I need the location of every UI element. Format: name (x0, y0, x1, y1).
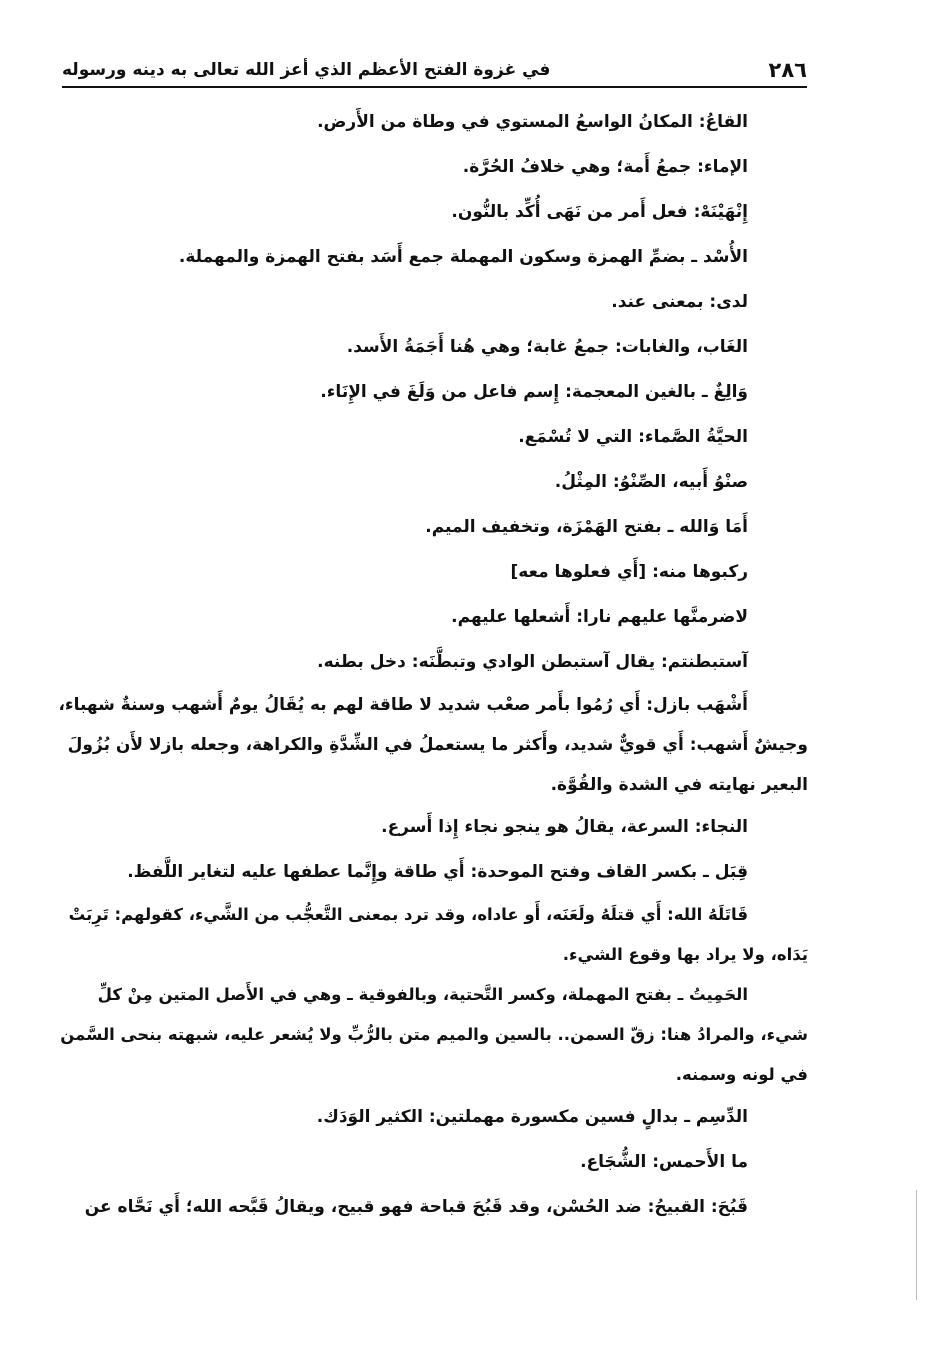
glossary-entry: ركبوها منه: [أَي فعلوها معه] (510, 562, 748, 582)
glossary-entry: الحيَّةُ الصَّماء: التي لا تُسْمَع. (518, 427, 748, 447)
glossary-entry: قَبُحَ: القبيحُ: ضد الحُسْن، وقد قَبُحَ قباحة فهو قبيح، ويقالُ قَبَّحه الله؛ أَي نَحَّاه عن (84, 1197, 748, 1217)
glossary-entry-multiline (56, 895, 808, 975)
glossary-entry: القاعُ: المكانُ الواسعُ المستوي في وطاة من الأَرض. (317, 112, 748, 132)
glossary-entry: النجاء: السرعة، يقالُ هو ينجو نجاء إِذا أَسرع. (381, 817, 748, 837)
entry-line: الحَمِيتُ ـ بفتح المهملة، وكسر التَّحتية، وبالفوقية ـ وهي في الأَصل المتين مِنْ كلِّ (97, 985, 748, 1004)
scan-edge-mark (916, 1190, 917, 1300)
glossary-entry: وَالِغٌ ـ بالغين المعجمة: إِسم فاعل من وَلَغَ في الإِنَاء. (320, 382, 748, 402)
entry-line: يَدَاه، ولا يراد بها وقوع الشيء. (562, 945, 808, 964)
glossary-entry-multiline (56, 975, 808, 1095)
page-number: ٢٨٦ (768, 58, 807, 82)
glossary-entry: الغَاب، والغابات: جمعُ غابة؛ وهي هُنا أَجَمَةُ الأَسد. (346, 337, 748, 357)
entry-line: شيء، والمرادُ هنا: زقّ السمن.. بالسين والميم متن بالرُّبِّ ولا يُشعر عليه، شبهته بنحى السَّمن (60, 1025, 808, 1044)
running-header (62, 54, 807, 88)
entry-line: قَاتَلَهُ الله: أَي قتلَهُ ولَعَنَه، أَو عاداه، وقد ترد بمعنى التَّعجُّب من الشَّيء، كقولهم: تَرِبَتْ (68, 905, 748, 924)
glossary-entry: لدى: بمعنى عند. (611, 292, 748, 312)
entry-line: في لونه وسمنه. (675, 1065, 808, 1084)
glossary-entry: أَمَا وَالله ـ بفتح الهَمْزَة، وتخفيف الميم. (425, 517, 748, 537)
entry-line: أَشْهَب بازل: أَي رُمُوا بأَمر صعْب شديد لا طاقة لهم به يُقَالُ يومٌ أَشهب وسنةٌ شهباء، (58, 695, 748, 715)
entry-line: وجيشٌ أَشهب: أَي قويٌّ شديد، وأَكثر ما يستعملُ في الشِّدَّةِ والكراهة، وجعله بازلا لأَن بُزُولَ (67, 735, 808, 755)
glossary-entry: الأُسْد ـ بضمِّ الهمزة وسكون المهملة جمع أَسَد بفتح الهمزة والمهملة. (178, 247, 748, 267)
glossary-entry-multiline (56, 685, 808, 805)
glossary-entry: صنْوُ أَبيه، الصِّنْوُ: المِثْلُ. (554, 472, 748, 492)
glossary-entry: قِبَل ـ بكسر القاف وفتح الموحدة: أَي طاقة وإِنَّما عطفها عليه لتغاير اللَّفظ. (127, 862, 748, 882)
glossary-entry: آستبطنتم: يقال آستبطن الوادي وتبطَّنَه: دخل بطنه. (317, 652, 748, 672)
glossary-entry: الدِّسِم ـ بدالٍ فسين مكسورة مهملتين: الكثير الوَدَك. (316, 1107, 748, 1127)
glossary-body (56, 100, 808, 1230)
entry-line: البعير نهايته في الشدة والقُوَّة. (550, 775, 808, 795)
glossary-entry: إِنْهَيْنَهْ: فعل أَمر من نَهَى أُكِّد بالنُّون. (451, 202, 748, 222)
glossary-entry: ما الأَحمس: الشُّجَاع. (580, 1152, 748, 1172)
glossary-entry: الإماء: جمعُ أَمة؛ وهي خلافُ الحُرَّة. (462, 157, 748, 177)
running-title: في غزوة الفتح الأعظم الذي أعز الله تعالى به دينه ورسوله (62, 60, 551, 80)
glossary-entry: لاضرمنَّها عليهم نارا: أَشعلها عليهم. (451, 607, 748, 627)
